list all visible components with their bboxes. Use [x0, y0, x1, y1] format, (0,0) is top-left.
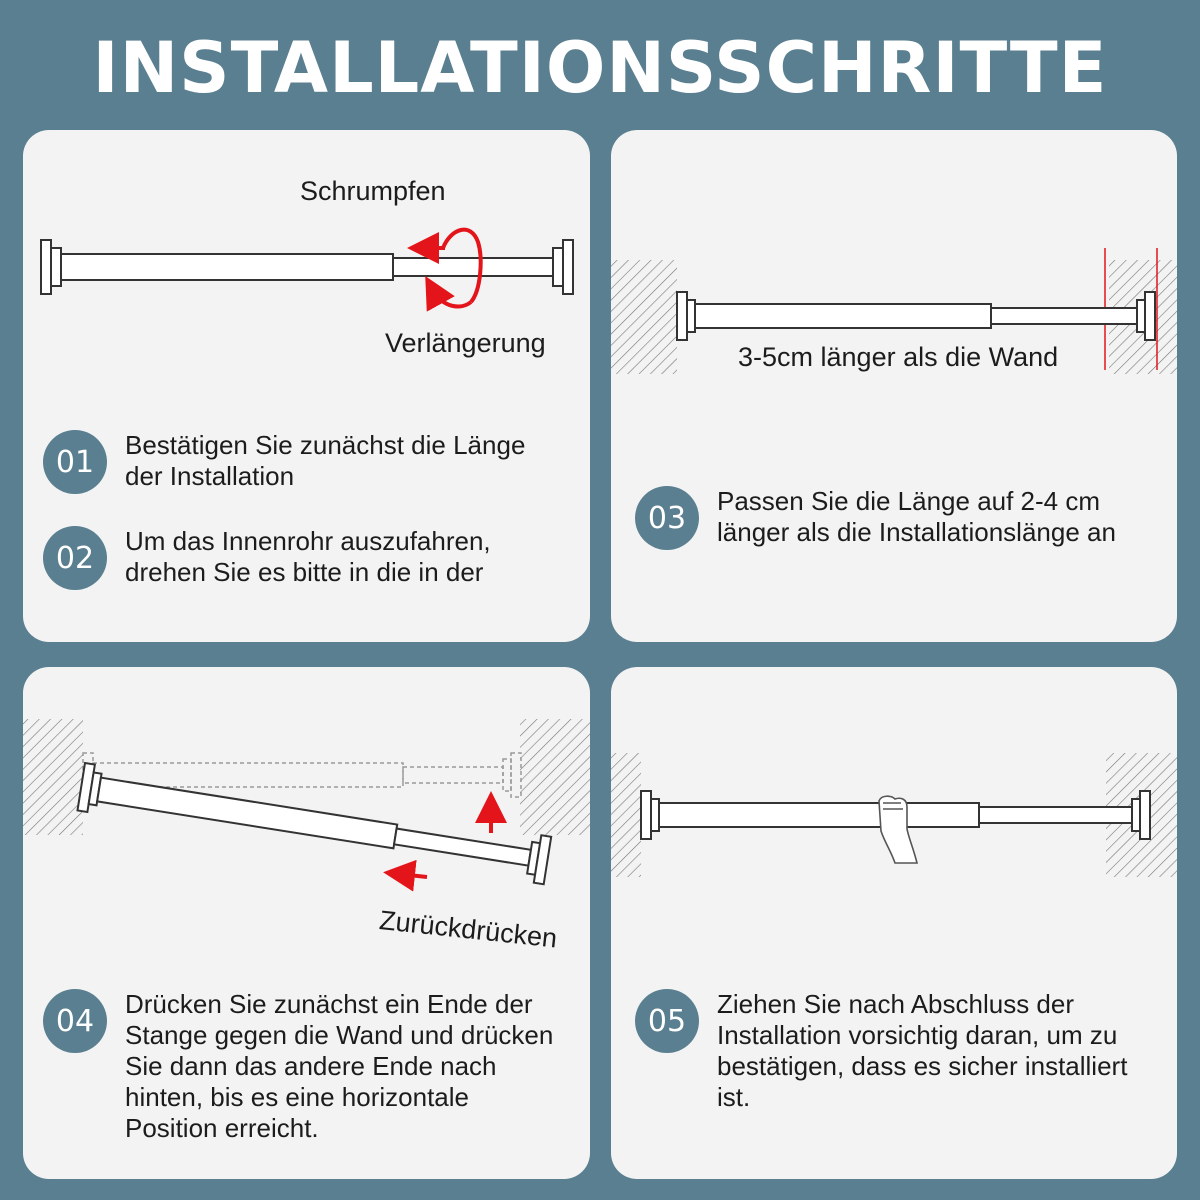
- label-push-back: Zurückdrücken: [377, 905, 559, 954]
- step-04: [43, 989, 565, 1144]
- step-number-badge: 03: [635, 486, 699, 550]
- step-text: Passen Sie die Länge auf 2-4 cm länger als die Installationslänge an: [717, 486, 1116, 547]
- rod-outer-tube: [659, 803, 979, 827]
- arrow-left: [399, 874, 427, 877]
- rod-inner-tube: [979, 807, 1132, 823]
- rod-outer-tube: [61, 254, 393, 280]
- step-text: Um das Innenrohr auszufahren, drehen Sie es bitte in die in der: [125, 526, 491, 587]
- step-card-4: [611, 667, 1177, 1179]
- rod-outer-tube: [695, 304, 991, 328]
- step-number-badge: 02: [43, 526, 107, 590]
- label-extend: Verlängerung: [385, 328, 546, 358]
- step-text: Bestätigen Sie zunächst die Länge der Installation: [125, 430, 526, 491]
- step-number-badge: 04: [43, 989, 107, 1053]
- step-02: [43, 526, 565, 590]
- wall-left: [611, 260, 677, 374]
- step-card-2: [611, 130, 1177, 642]
- wall-left: [23, 719, 83, 835]
- step-05: [635, 989, 1157, 1113]
- rod-length-illustration: [611, 130, 1177, 642]
- rotate-arrow-bottom: [433, 290, 471, 306]
- step-card-1: [23, 130, 590, 642]
- wall-right: [520, 719, 590, 835]
- page-title: INSTALLATIONSSCHRITTE: [92, 27, 1108, 109]
- step-text: Drücken Sie zunächst ein Ende der Stange gegen die Wand und drücken Sie dann das andere Ende nach hinten, bis es eine horizontale Position erreicht.: [125, 989, 554, 1143]
- wall-left: [611, 753, 641, 877]
- rod-inner-tube: [991, 308, 1137, 324]
- label-length: 3-5cm länger als die Wand: [738, 342, 1059, 372]
- rod-inner-tube: [393, 258, 553, 276]
- step-number-badge: 05: [635, 989, 699, 1053]
- rod-end-cap-left: [41, 240, 51, 294]
- step-number-badge: 01: [43, 430, 107, 494]
- rod-end-cap-right: [563, 240, 573, 294]
- step-01: [43, 430, 565, 494]
- step-card-3: [23, 667, 590, 1179]
- label-shrink: Schrumpfen: [300, 176, 446, 206]
- step-text: Ziehen Sie nach Abschluss der Installation vorsichtig daran, um zu bestätigen, dass es sicher installiert ist.: [717, 989, 1128, 1112]
- rod-tilted: [77, 763, 551, 884]
- step-03: [635, 486, 1157, 550]
